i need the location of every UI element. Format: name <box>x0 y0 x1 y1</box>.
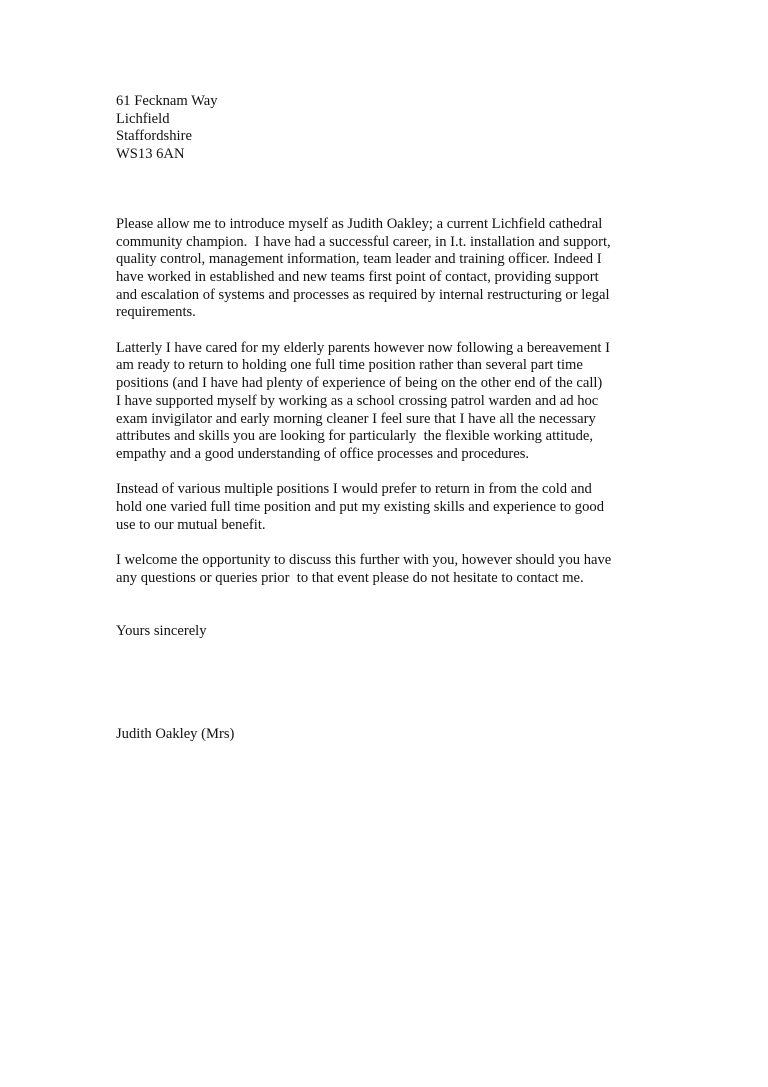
text-line: exam invigilator and early morning cleaner I feel sure that I have all the necessary <box>116 410 596 427</box>
text-line: Please allow me to introduce myself as Judith Oakley; a current Lichfield cathedral <box>116 215 603 232</box>
paragraph-background <box>116 340 656 464</box>
text-line: Latterly I have cared for my elderly parents however now following a bereavement I <box>116 339 610 356</box>
text-line: positions (and I have had plenty of experience of being on the other end of the call) <box>116 375 603 392</box>
text-line: requirements. <box>116 304 196 321</box>
paragraph-introduction <box>116 216 656 322</box>
spacer <box>116 322 656 340</box>
signature <box>116 726 656 744</box>
spacer <box>116 164 656 216</box>
text-line: empathy and a good understanding of office processes and procedures. <box>116 445 530 462</box>
text-line: hold one varied full time position and put my existing skills and experience to good <box>116 499 604 516</box>
paragraph-contact <box>116 552 656 587</box>
address-line: 61 Fecknam Way <box>116 93 218 109</box>
text-line: I welcome the opportunity to discuss this further with you, however should you have <box>116 552 612 569</box>
spacer <box>116 588 656 623</box>
address-line: WS13 6AN <box>116 146 185 163</box>
spacer <box>116 534 656 552</box>
letter-body <box>116 93 656 744</box>
text-line: Instead of various multiple positions I would prefer to return in from the cold and <box>116 481 592 498</box>
spacer <box>116 464 656 482</box>
signature-space <box>116 640 656 726</box>
text-line: quality control, management information, team leader and training officer. Indeed I <box>116 251 602 268</box>
text-line: community champion. I have had a successful career, in I.t. installation and support, <box>116 233 611 250</box>
closing <box>116 623 656 641</box>
address-line: Staffordshire <box>116 128 192 145</box>
sender-address <box>116 93 656 164</box>
closing-text: Yours sincerely <box>116 622 207 639</box>
text-line: have worked in established and new teams first point of contact, providing support <box>116 268 599 285</box>
text-line: I have supported myself by working as a school crossing patrol warden and ad hoc <box>116 392 599 409</box>
text-line: any questions or queries prior to that event please do not hesitate to contact me. <box>116 569 584 586</box>
text-line: am ready to return to holding one full time position rather than several part time <box>116 357 583 374</box>
address-line: Lichfield <box>116 110 170 127</box>
text-line: use to our mutual benefit. <box>116 516 266 533</box>
text-line: attributes and skills you are looking for particularly the flexible working attitude, <box>116 428 594 445</box>
signature-name: Judith Oakley (Mrs) <box>116 726 235 743</box>
text-line: and escalation of systems and processes as required by internal restructuring or legal <box>116 286 610 303</box>
paragraph-preference <box>116 481 656 534</box>
